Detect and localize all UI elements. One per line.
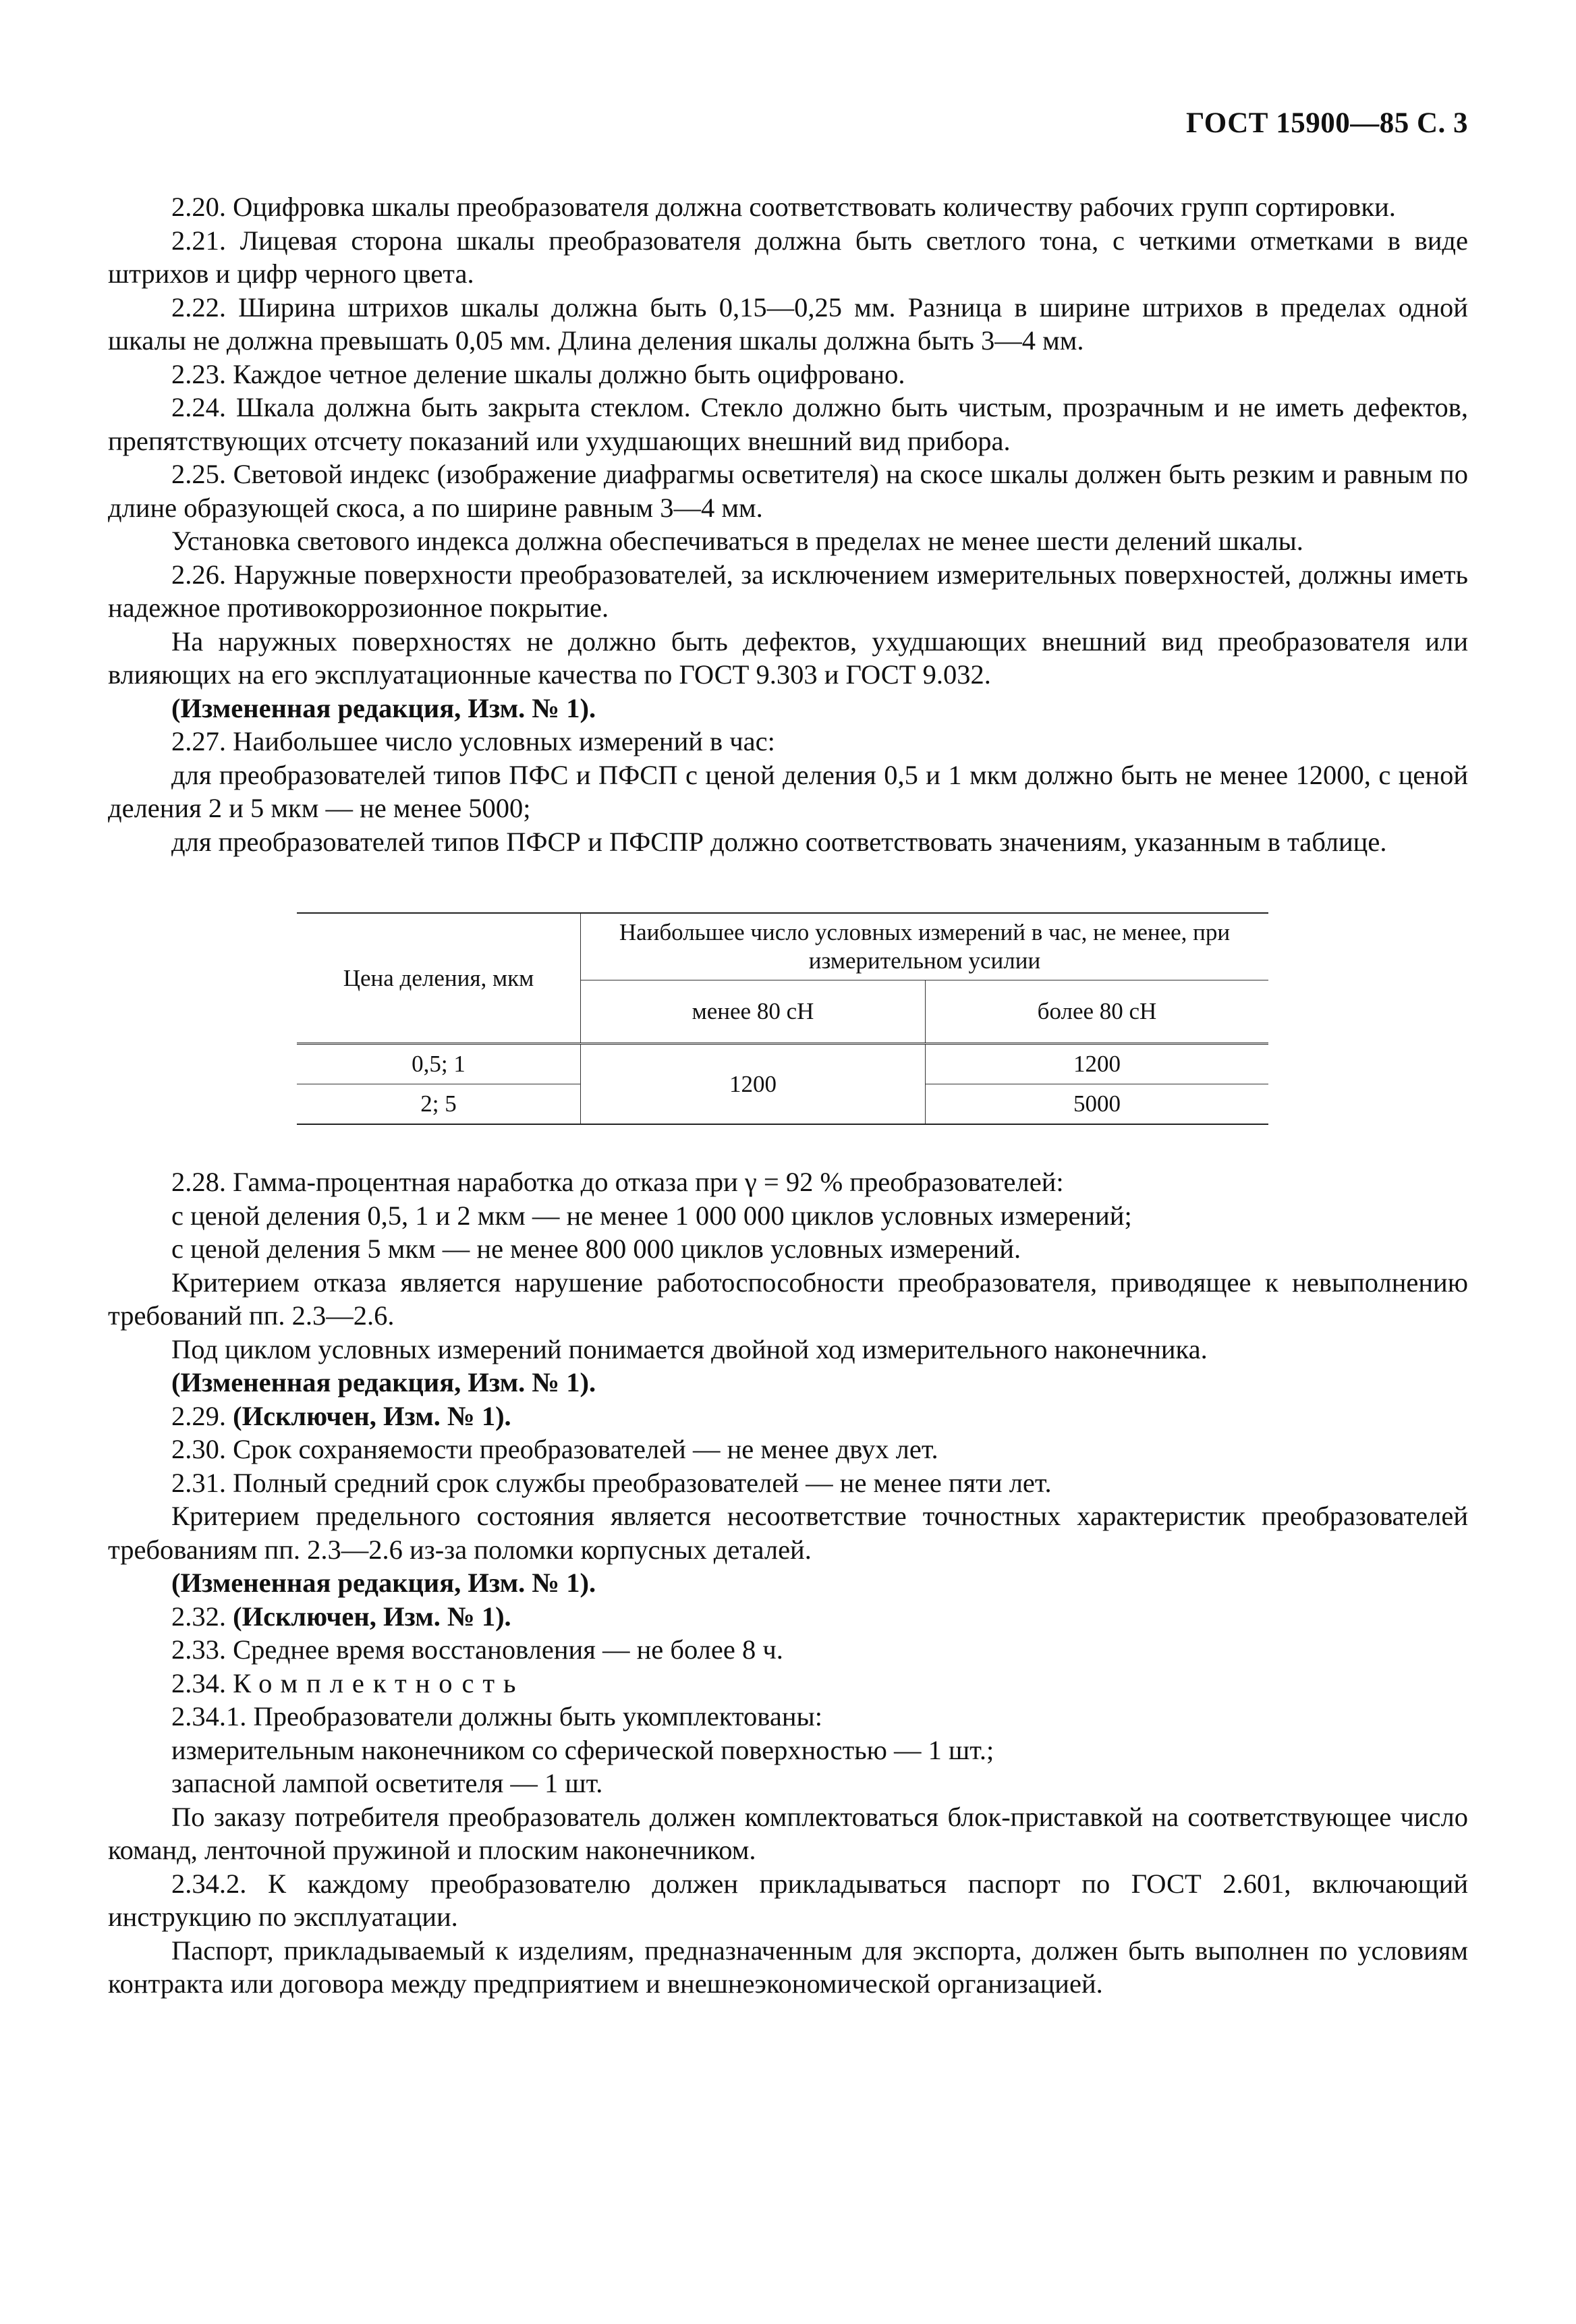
paragraph: 2.24. Шкала должна быть закрыта стеклом. Стекло должно быть чистым, прозрачным и не иметь дефектов, препятствующих отсчету показаний или ухудшающих внешний вид прибора. bbox=[108, 392, 1468, 456]
paragraph: для преобразователей типов ПФС и ПФСП с ценой деления 0,5 и 1 мкм должно быть не менее 12000, с ценой деления 2 и 5 мкм — не менее 5000; bbox=[108, 759, 1468, 823]
paragraph: 2.27. Наибольшее число условных измерений в час: bbox=[171, 726, 775, 756]
paragraph: 2.30. Срок сохраняемости преобразователей — не менее двух лет. bbox=[171, 1434, 938, 1464]
paragraph: измерительным наконечником со сферической поверхностью — 1 шт.; bbox=[171, 1734, 994, 1765]
paragraph: Паспорт, прикладываемый к изделиям, предназначенным для экспорта, должен быть выполнен по условиям контракта или договора между предприятием и внешнеэкономической организацией. bbox=[108, 1935, 1468, 1999]
paragraph: Критерием предельного состояния является несоответствие точностных характеристик преобразователей требованиям пп. 2.3—2.6 из-за поломки корпусных деталей. bbox=[108, 1501, 1468, 1565]
paragraph: (Измененная редакция, Изм. № 1). bbox=[171, 692, 596, 723]
paragraphs-section-b bbox=[108, 1165, 1468, 2001]
paragraph: По заказу потребителя преобразователь должен комплектоваться блок-приставкой на соответствующее число команд, ленточной пружиной и плоским наконечником. bbox=[108, 1801, 1468, 1865]
page-header: ГОСТ 15900—85 С. 3 bbox=[1185, 107, 1468, 139]
paragraph-part: Комплектность bbox=[233, 1667, 525, 1698]
paragraph: 2.34.1. Преобразователи должны быть укомплектованы: bbox=[171, 1701, 822, 1732]
document-body bbox=[108, 190, 1468, 2001]
row-price-1: 0,5; 1 bbox=[297, 1044, 581, 1084]
paragraphs-section-a bbox=[108, 190, 1468, 858]
paragraph: 2.26. Наружные поверхности преобразователей, за исключением измерительных поверхностей, должны иметь надежное противокоррозионное покрытие. bbox=[108, 559, 1468, 623]
paragraph: (Измененная редакция, Изм. № 1). bbox=[171, 1568, 596, 1598]
paragraph: На наружных поверхностях не должно быть дефектов, ухудшающих внешний вид преобразователя или влияющих на его эксплуатационные качества по ГОСТ 9.303 и ГОСТ 9.032. bbox=[108, 626, 1468, 690]
paragraph: с ценой деления 5 мкм — не менее 800 000 циклов условных измерений. bbox=[171, 1234, 1021, 1264]
paragraph-part: 2.32. bbox=[171, 1601, 233, 1632]
table-wrapper bbox=[108, 912, 1468, 1125]
paragraph: 2.33. Среднее время восстановления — не более 8 ч. bbox=[171, 1634, 783, 1665]
subheader-less-80: менее 80 сН bbox=[581, 980, 926, 1044]
paragraph: 2.21. Лицевая сторона шкалы преобразователя должна быть светлого тона, с четкими отметками в виде штрихов и цифр черного цвета. bbox=[108, 225, 1468, 289]
paragraph: 2.34.2. К каждому преобразователю должен прикладываться паспорт по ГОСТ 2.601, включающий инструкцию по эксплуатации. bbox=[108, 1868, 1468, 1932]
subheader-more-80: более 80 сН bbox=[926, 980, 1269, 1044]
paragraph-part: 2.34. bbox=[171, 1667, 233, 1698]
paragraph: для преобразователей типов ПФСР и ПФСПР должно соответствовать значениям, указанным в таблице. bbox=[171, 826, 1387, 857]
paragraph: 2.31. Полный средний срок службы преобразователей — не менее пяти лет. bbox=[171, 1467, 1052, 1498]
paragraph-part: 2.29. bbox=[171, 1400, 233, 1431]
paragraph: 2.23. Каждое четное деление шкалы должно быть оцифровано. bbox=[171, 358, 905, 389]
col-header-price: Цена деления, мкм bbox=[297, 913, 581, 1044]
paragraph: 2.28. Гамма-процентная наработка до отказа при γ = 92 % преобразователей: bbox=[171, 1167, 1064, 1197]
paragraph-part: (Исключен, Изм. № 1). bbox=[233, 1400, 511, 1431]
paragraph: 2.22. Ширина штрихов шкалы должна быть 0,15—0,25 мм. Разница в ширине штрихов в пределах одной шкалы не должна превышать 0,05 мм. Длина деления шкалы должна быть 3—4 мм. bbox=[108, 292, 1468, 356]
paragraph: 2.20. Оцифровка шкалы преобразователя должна соответствовать количеству рабочих групп сортировки. bbox=[171, 192, 1396, 222]
paragraph: Критерием отказа является нарушение работоспособности преобразователя, приводящее к невыполнению требований пп. 2.3—2.6. bbox=[108, 1267, 1468, 1331]
paragraph: (Измененная редакция, Изм. № 1). bbox=[171, 1367, 596, 1398]
paragraph: Под циклом условных измерений понимается двойной ход измерительного наконечника. bbox=[171, 1333, 1208, 1364]
paragraph bbox=[108, 1667, 1468, 1700]
paragraph: запасной лампой осветителя — 1 шт. bbox=[171, 1768, 603, 1798]
paragraph-part: (Исключен, Изм. № 1). bbox=[233, 1601, 511, 1632]
row1-more-80: 1200 bbox=[926, 1044, 1269, 1084]
group-header: Наибольшее число условных измерений в час, не менее, при измерительном усилии bbox=[581, 913, 1269, 980]
measurements-table bbox=[297, 912, 1268, 1125]
row-price-2: 2; 5 bbox=[297, 1084, 581, 1125]
paragraph bbox=[108, 1400, 1468, 1433]
paragraph: 2.25. Световой индекс (изображение диафрагмы осветителя) на скосе шкалы должен быть резким и равным по длине образующей скоса, а по ширине равным 3—4 мм. bbox=[108, 459, 1468, 523]
paragraph: с ценой деления 0,5, 1 и 2 мкм — не менее 1 000 000 циклов условных измерений; bbox=[171, 1200, 1132, 1231]
paragraph bbox=[108, 1600, 1468, 1634]
paragraph: Установка светового индекса должна обеспечиваться в пределах не менее шести делений шкалы. bbox=[171, 526, 1303, 556]
row2-more-80: 5000 bbox=[1073, 1090, 1121, 1117]
merged-cell-less-80: 1200 bbox=[581, 1044, 926, 1125]
